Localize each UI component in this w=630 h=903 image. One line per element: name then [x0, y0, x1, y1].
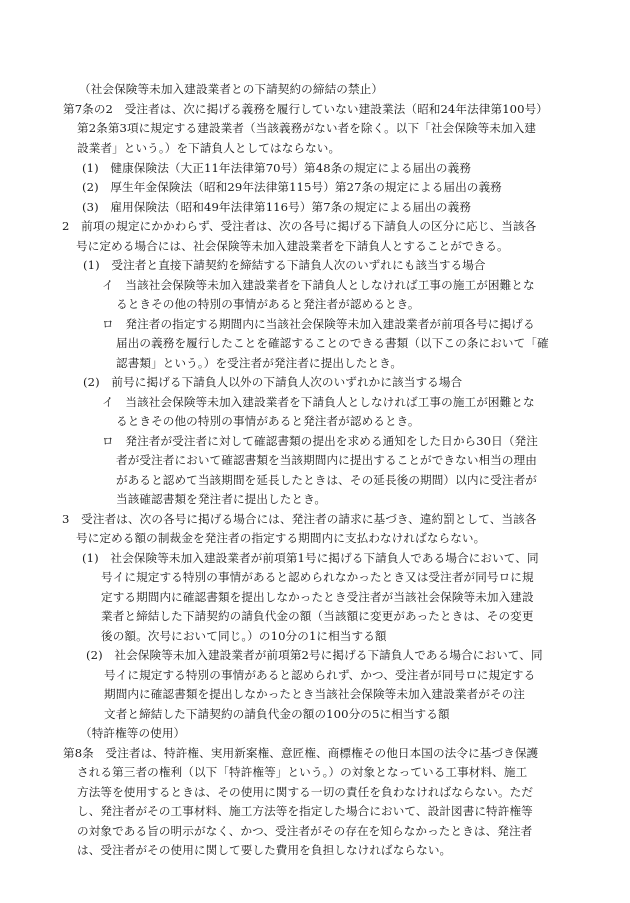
paragraph-3-text: 号に定める額の制裁金を発注者の指定する期間内に支払わなければならない。	[76, 531, 486, 545]
list-item: 後の額。次号において同じ。）の10分の1に相当する額	[101, 629, 387, 643]
article-8-text: し、発注者がその工事材料、施工方法等を指定した場合において、設計図書に特許権等	[77, 804, 533, 818]
list-item: 定する期間内に確認書類を提出しなかったとき受注者が当該社会保険等未加入建設	[101, 590, 534, 604]
list-item: 期間内に確認書類を提出しなかったとき当該社会保険等未加入建設業者がその注	[104, 687, 525, 701]
list-item: (1) 社会保険等未加入建設業者が前項第1号に掲げる下請負人である場合において、同	[82, 551, 539, 565]
list-item: (1) 受注者と直接下請契約を締結する下請負人次のいずれにも該当する場合	[83, 258, 486, 272]
article-7-2-text: 第7条の2 受注者は、次に掲げる義務を履行していない建設業法（昭和24年法律第100号）	[63, 102, 549, 116]
list-item: (2) 社会保険等未加入建設業者が前項第2号に掲げる下請負人である場合において、同	[86, 648, 543, 662]
list-item: (2) 前号に掲げる下請負人以外の下請負人次のいずれかに該当する場合	[83, 375, 463, 389]
article-8-text: される第三者の権利（以下「特許権等」という。）の対象となっている工事材料、施工	[77, 765, 528, 779]
sub-item: るときその他の特別の事情があると発注者が認めるとき。	[116, 297, 420, 311]
article-7-2-text: 第2条第3項に規定する建設業者（当該義務がない者を除く。以下「社会保険等未加入建	[77, 121, 537, 135]
sub-item: があると認めて当該期間を延長したときは、その延長後の期間）以内に受注者が	[116, 473, 537, 487]
list-item: 号イに規定する特別の事情があると認められなかったとき又は受注者が同号ロに規	[101, 570, 534, 584]
article-8-text: 第8条 受注者は、特許権、実用新案権、意匠権、商標権その他日本国の法令に基づき保護	[63, 746, 539, 760]
list-item: (2) 厚生年金保険法（昭和29年法律第115号）第27条の規定による届出の義務	[82, 180, 502, 194]
list-item: 号イに規定する特別の事情があると認められず、かつ、受注者が同号ロに規定する	[104, 668, 536, 682]
sub-item: 者が受注者において確認書類を当該期間内に提出することができない相当の理由	[116, 453, 537, 467]
list-item: (3) 雇用保険法（昭和49年法律第116号）第7条の規定による届出の義務	[82, 200, 472, 214]
list-item: 文者と締結した下請契約の請負代金の額の100分の5に相当する額	[104, 707, 450, 721]
paragraph-3-text: 3 受注者は、次の各号に掲げる場合には、発注者の請求に基づき、違約罰として、当該各	[62, 512, 537, 526]
sub-item: イ 当該社会保険等未加入建設業者を下請負人としなければ工事の施工が困難とな	[102, 395, 535, 409]
article-7-2-text: 設業者」という。）を下請負人としてはならない。	[77, 141, 341, 155]
sub-item: るときその他の特別の事情があると発注者が認めるとき。	[116, 414, 420, 428]
list-item: 業者と締結した下請契約の請負代金の額（当該額に変更があったときは、その変更	[101, 609, 534, 623]
article-8-caption: （特許権等の使用）	[80, 726, 186, 740]
article-8-text: 方法等を使用するときは、その使用に関する一切の責任を負わなければならない。ただ	[77, 785, 534, 799]
sub-item: 届出の義務を履行したことを確認することのできる書類（以下この条において「確	[116, 336, 549, 350]
paragraph-2-text: 号に定める場合には、社会保険等未加入建設業者を下請負人とすることができる。	[76, 239, 509, 253]
article-8-text: の対象である旨の明示がなく、かつ、受注者がその存在を知らなかったときは、発注者	[77, 824, 533, 838]
sub-item: 当該確認書類を発注者に提出したとき。	[116, 492, 327, 506]
sub-item: イ 当該社会保険等未加入建設業者を下請負人としなければ工事の施工が困難とな	[102, 278, 535, 292]
sub-item: ロ 発注者の指定する期間内に当該社会保険等未加入建設業者が前項各号に掲げる	[102, 317, 535, 331]
article-8-text: は、受注者がその使用に関して要した費用を負担しなければならない。	[77, 843, 452, 857]
sub-item: 認書類」という。）を受注者が発注者に提出したとき。	[116, 356, 403, 370]
list-item: (1) 健康保険法（大正11年法律第70号）第48条の規定による届出の義務	[82, 161, 472, 175]
article-7-2-caption: （社会保険等未加入建設業者との下請契約の締結の禁止）	[79, 82, 384, 96]
paragraph-2-text: 2 前項の規定にかかわらず、受注者は、次の各号に掲げる下請負人の区分に応じ、当該各	[62, 219, 537, 233]
sub-item: ロ 発注者が受注者に対して確認書類の提出を求める通知をした日から30日（発注	[102, 434, 538, 448]
